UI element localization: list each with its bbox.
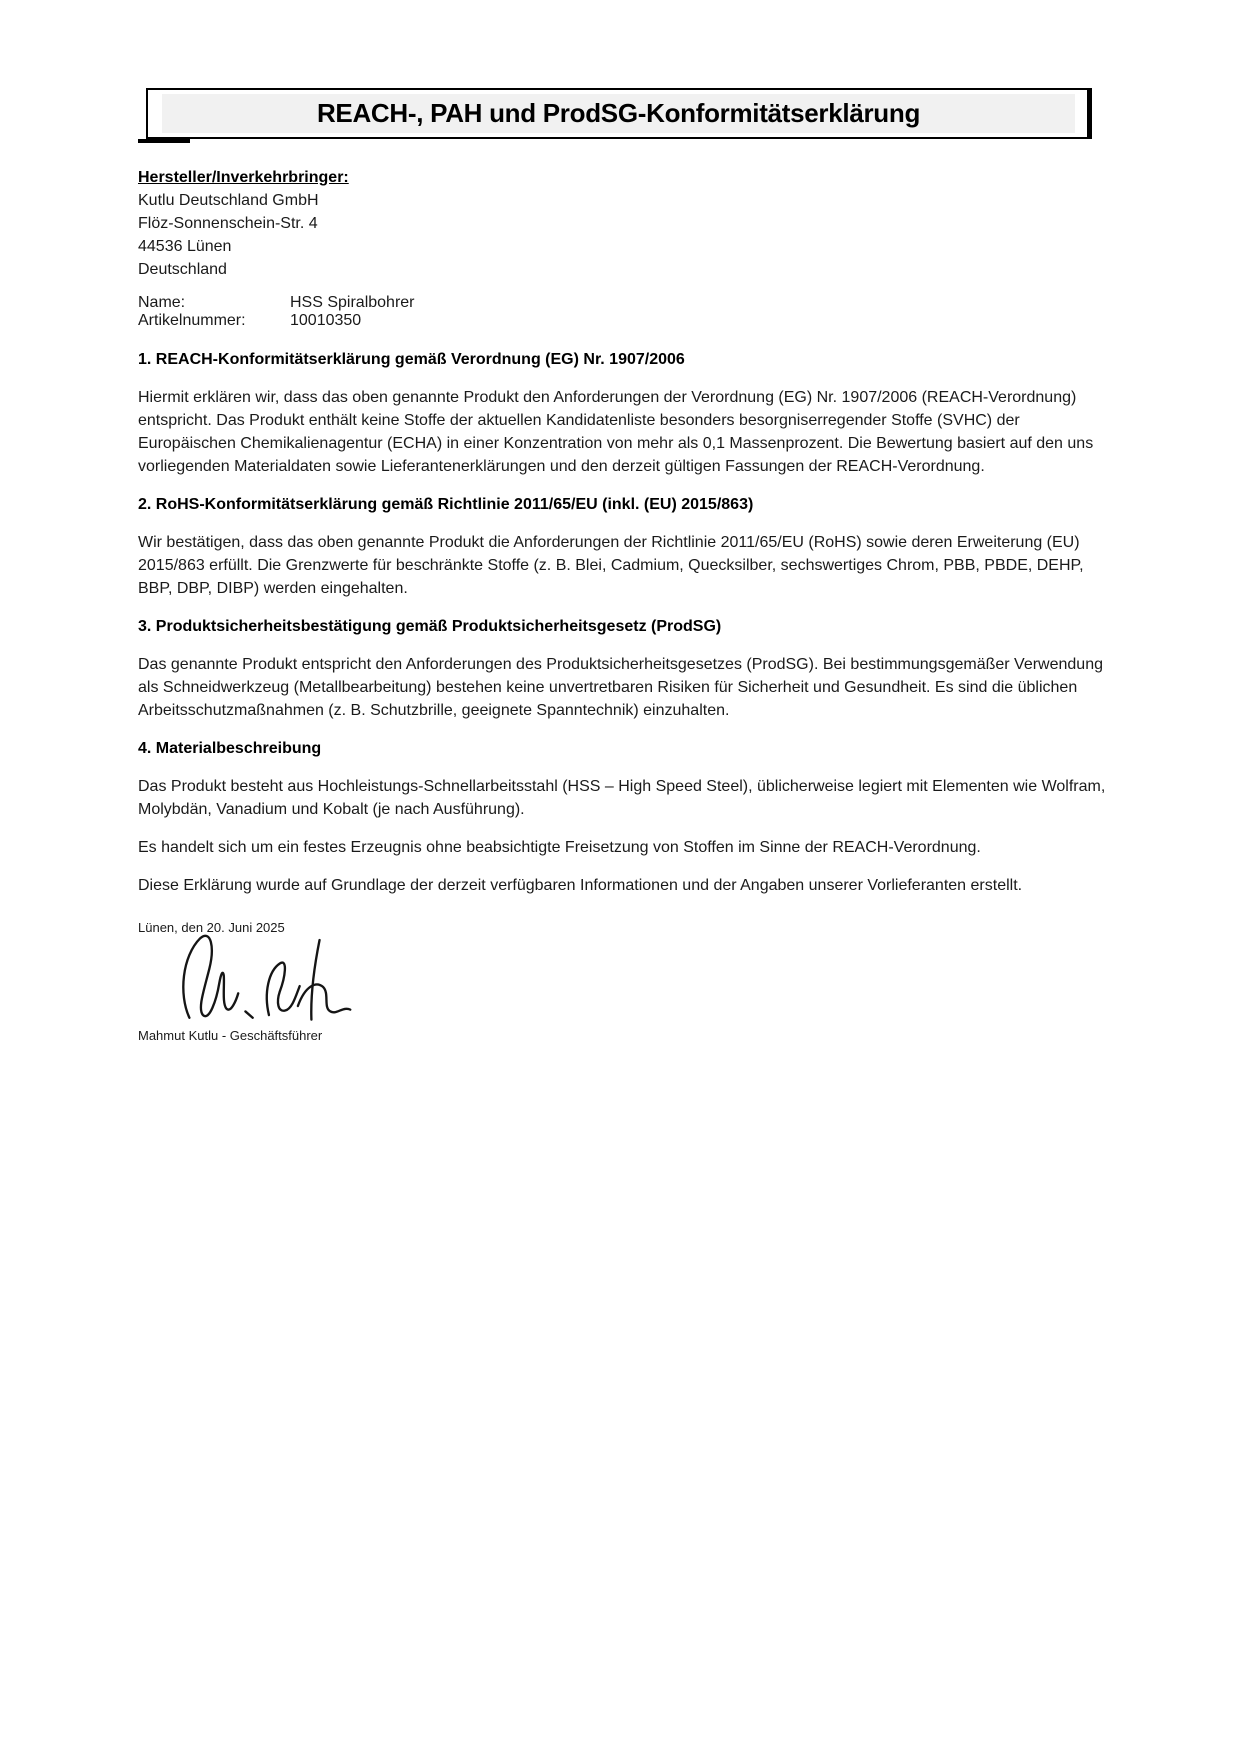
section-3-heading: 3. Produktsicherheitsbestätigung gemäß Produktsicherheitsgesetz (ProdSG): [138, 618, 722, 635]
manufacturer-street: Flöz-Sonnenschein-Str. 4: [138, 215, 318, 232]
manufacturer-heading: Hersteller/Inverkehrbringer:: [138, 169, 349, 186]
product-info: [138, 294, 1116, 330]
product-article-label: Artikelnummer:: [138, 312, 246, 329]
product-name-value: HSS Spiralbohrer: [290, 294, 415, 311]
product-article-value: 10010350: [290, 312, 362, 329]
product-name-row: [138, 294, 1116, 312]
title-band: [162, 94, 1075, 133]
product-article-row: [138, 312, 1116, 330]
manufacturer-address: [138, 189, 1116, 281]
section-1-heading: 1. REACH-Konformitätserklärung gemäß Verordnung (EG) Nr. 1907/2006: [138, 351, 685, 368]
closing-paragraph: Diese Erklärung wurde auf Grundlage der derzeit verfügbaren Informationen und der Angaben unserer Vorlieferanten erstellt.: [138, 877, 1023, 894]
signer-name: Mahmut Kutlu - Geschäftsführer: [138, 1028, 323, 1043]
section-2-heading: 2. RoHS-Konformitätserklärung gemäß Richtlinie 2011/65/EU (inkl. (EU) 2015/863): [138, 496, 754, 513]
manufacturer-country: Deutschland: [138, 261, 227, 278]
section-4-heading: 4. Materialbeschreibung: [138, 740, 322, 757]
section-2-paragraph: Wir bestätigen, dass das oben genannte Produkt die Anforderungen der Richtlinie 2011/65/EU (RoHS) sowie deren Erweiterung (EU) 2015/863 erfüllt. Die Grenzwerte für beschränkte Stoffe (z. B. Blei, Cadmium, Quecksilber, sechswertiges Chrom, PBB, PBDE, DEHP, BBP, DBP, DIBP) werden eingehalten.: [138, 534, 1084, 597]
signature-block: [138, 919, 1116, 1045]
title-box: [146, 88, 1092, 139]
product-name-label: Name:: [138, 294, 186, 311]
manufacturer-city: 44536 Lünen: [138, 238, 232, 255]
place-date: Lünen, den 20. Juni 2025: [138, 920, 285, 935]
handwritten-signature: [164, 931, 354, 1025]
section-4-paragraph-2: Es handelt sich um ein festes Erzeugnis ohne beabsichtigte Freisetzung von Stoffen im Sinne der REACH-Verordnung.: [138, 839, 981, 856]
section-3-paragraph: Das genannte Produkt entspricht den Anforderungen des Produktsicherheitsgesetzes (ProdSG). Bei bestimmungsgemäßer Verwendung als Schneidwerkzeug (Metallbearbeitung) bestehen keine unvertretbaren Risiken für Sicherheit und Gesundheit. Es sind die üblichen Arbeitsschutzmaßnahmen (z. B. Schutzbrille, geeignete Spanntechnik) einzuhalten.: [138, 656, 1103, 719]
document-content: [138, 88, 1116, 1045]
document-title: REACH-, PAH und ProdSG-Konformitätserklärung: [316, 98, 921, 128]
section-1-paragraph: Hiermit erklären wir, dass das oben genannte Produkt den Anforderungen der Verordnung (EG) Nr. 1907/2006 (REACH-Verordnung) entspricht. Das Produkt enthält keine Stoffe der aktuellen Kandidatenliste besonders besorgniserregender Stoffe (SVHC) der Europäischen Chemikalienagentur (ECHA) in einer Konzentration von mehr als 0,1 Massenprozent. Die Bewertung basiert auf den uns vorliegenden Materialdaten sowie Lieferantenerklärungen und den derzeit gültigen Fassungen der REACH-Verordnung.: [138, 389, 1094, 475]
section-4-paragraph-1: Das Produkt besteht aus Hochleistungs-Schnellarbeitsstahl (HSS – High Speed Steel), üblicherweise legiert mit Elementen wie Wolfram, Molybdän, Vanadium und Kobalt (je nach Ausführung).: [138, 778, 1106, 818]
manufacturer-company: Kutlu Deutschland GmbH: [138, 192, 319, 209]
